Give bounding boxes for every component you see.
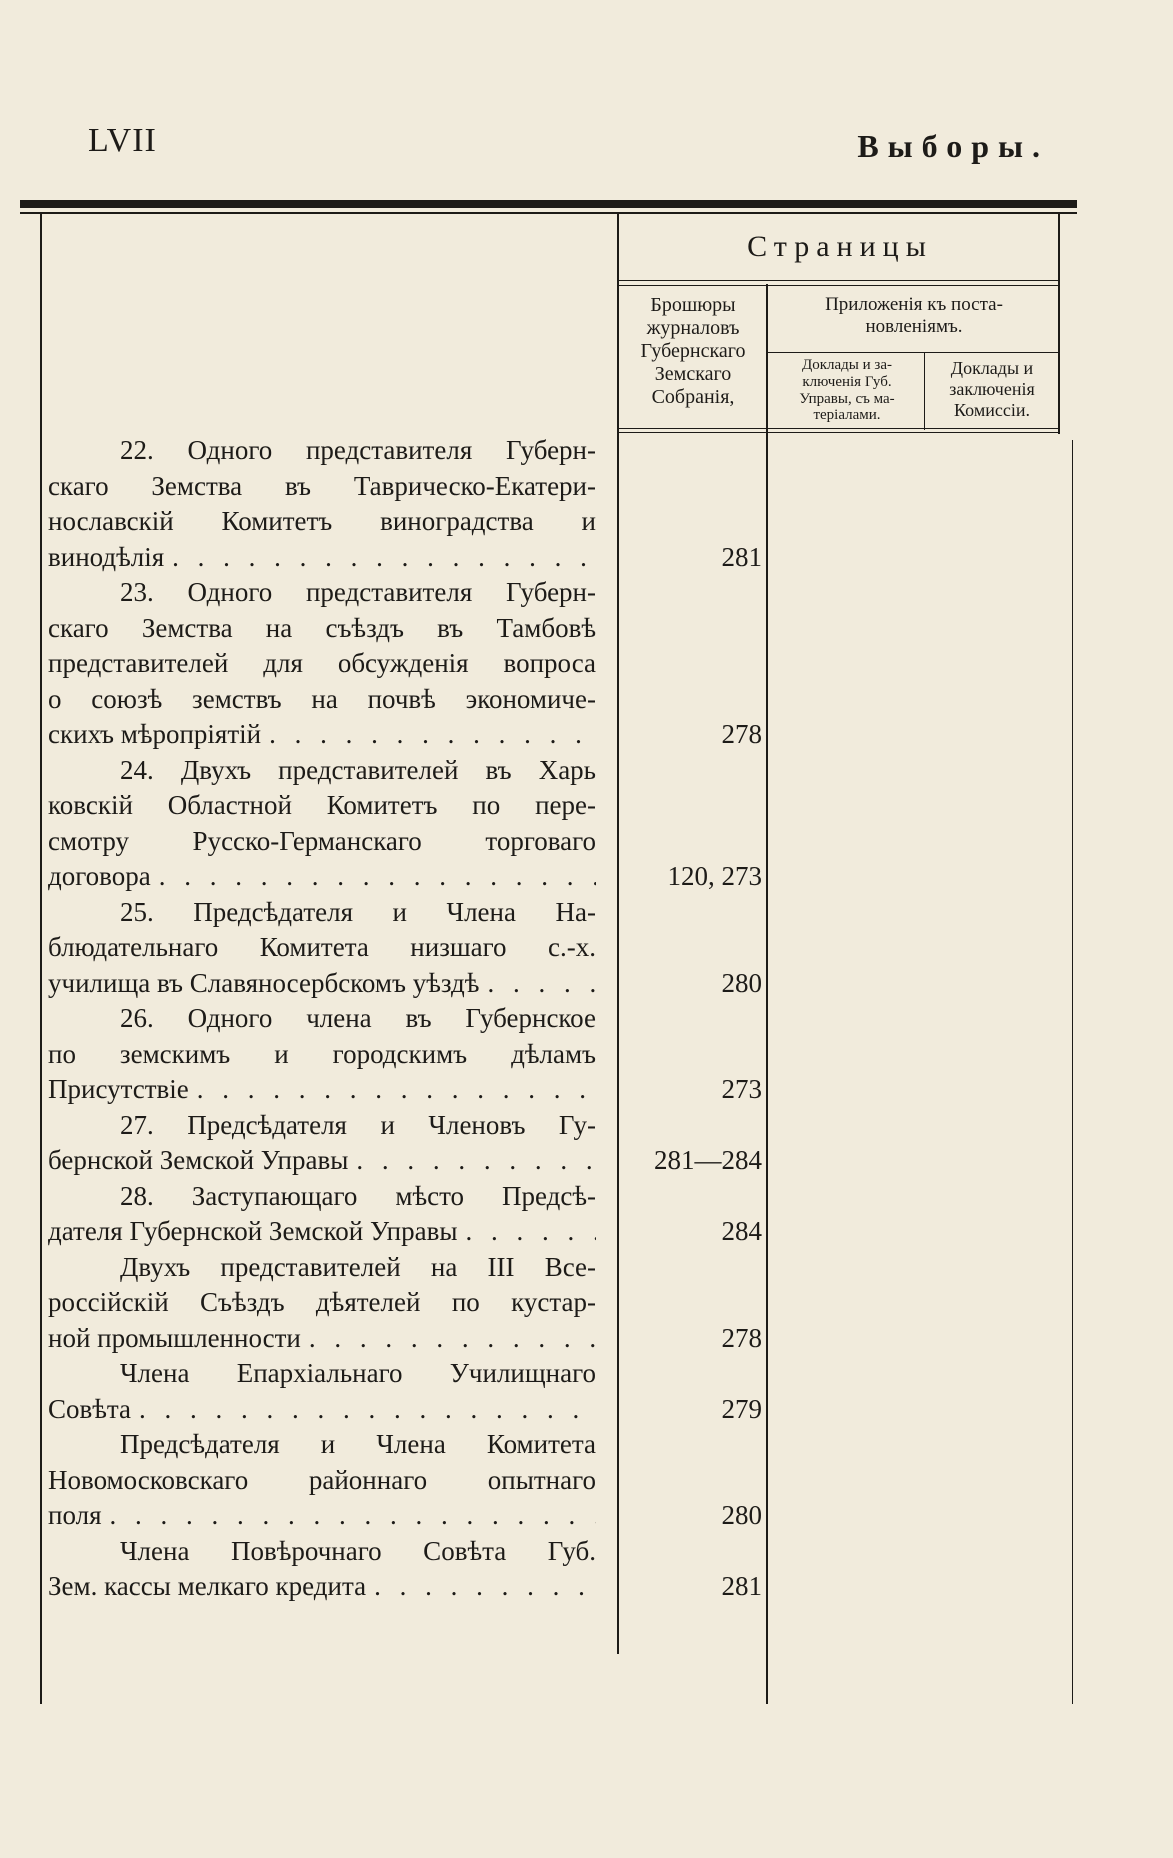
appendix-column-divider [924,352,925,430]
entry-line [48,1321,596,1357]
entry-line: 27. Предсѣдателя и Членовъ Гу- [120,1109,596,1140]
entry-line [48,859,596,895]
header-rule-thick [20,200,1077,208]
appendices-header: Приложенія къ поста- новленіямъ. [825,294,1003,337]
entry-line-text: поля [48,1500,102,1530]
entry-line: Предсѣдателя и Члена Комитета [120,1429,596,1459]
entry-line-text: бернской Земской Управы [48,1145,349,1175]
dot-leader [366,1569,596,1605]
page-reference: 284 [721,1216,762,1246]
dot-leader [151,859,596,895]
entry-line-text: Зем. кассы мелкаго кредита [48,1571,367,1601]
dot-leader [479,966,596,1002]
dot-leader [348,1143,596,1179]
entry-line: 28. Заступающаго мѣсто Предсѣ- [120,1180,596,1211]
dot-leader [164,540,596,576]
header-divider-bottom-2 [619,432,1059,433]
right-border-lower [1072,440,1073,1704]
entry-line: Члена Епархіальнаго Училищнаго [120,1358,596,1388]
entry-line [48,1072,596,1108]
dot-leader [189,1072,596,1108]
page-folio: LVII [88,122,157,159]
entry-line: 26. Одного члена въ Губернское [120,1003,596,1033]
entry-line: блюдательнаго Комитета низшаго с.-х. [48,932,596,962]
pages-column-divider [766,284,768,1704]
entry-line [48,966,596,1002]
entry-line: по земскимъ и городскимъ дѣламъ [48,1038,596,1069]
page-reference: 273 [721,1074,762,1104]
header-divider-top-2 [619,285,1059,286]
entry-line-text: Присутствіе [48,1074,189,1104]
page-reference: 280 [721,1500,762,1530]
header-divider-top [619,280,1059,281]
entry-line-text: Совѣта [48,1393,132,1424]
entry-line-text: училища въ Славяносербскомъ уѣздѣ [48,967,480,998]
entry-line: Новомосковскаго районнаго опытнаго [48,1464,596,1495]
board-reports-header: Доклады и за- ключенія Губ. Управы, съ ма- теріалами. [799,357,895,424]
page-reference: 281 [721,1571,762,1601]
election-entries [48,433,596,1605]
entry-line-text: договора [48,861,151,891]
entry-line: 23. Одного представителя Губерн- [120,577,596,607]
entry-line-text: винодѣлія [48,541,165,572]
page-reference: 278 [721,1322,762,1353]
dot-leader [301,1321,596,1357]
entry-line [48,540,596,576]
dot-leader [458,1214,596,1250]
entry-line [48,717,596,753]
commission-reports-header: Доклады и заключенія Комиссіи. [949,358,1035,421]
header-rule-thin [20,212,1077,214]
dot-leader [102,1498,597,1534]
entry-line: скаго Земства на съѣздъ въ Тамбовѣ [48,612,596,643]
entry-line: россійскій Съѣздъ дѣятелей по кустар- [48,1287,596,1317]
entry-line-text: дателя Губернской Земской Управы [48,1216,458,1246]
running-title: Выборы. [857,128,1049,164]
page-reference: 280 [721,967,762,998]
page-reference: 281—284 [654,1145,762,1175]
entry-line: 22. Одного представителя Губерн- [120,435,596,465]
entry-line-text: скихъ мѣропріятій [48,719,262,749]
entry-line [48,1214,596,1250]
header-divider-bottom [619,428,1059,429]
entry-line: Двухъ представителей на III Все- [120,1251,596,1282]
entry-line: смотру Русско-Германскаго торговаго [48,825,596,856]
entry-line: нославскій Комитетъ виноградства и [48,506,596,536]
entry-line: 24. Двухъ представителей въ Харь [120,754,596,785]
entry-line [48,1498,596,1534]
left-border [40,214,42,1704]
entry-line [48,1392,596,1428]
appendix-divider [768,352,1059,353]
entry-line: 25. Предсѣдателя и Члена На- [120,896,596,927]
entry-line: скаго Земства въ Таврическо-Екатери- [48,470,596,501]
entry-line: Члена Повѣрочнаго Совѣта Губ. [120,1535,596,1566]
brochures-header: Брошюры журналовъ Губернскаго Земскаго Собранія, [640,294,746,408]
pages-header: Страницы [747,230,933,263]
page-reference: 281 [721,541,762,572]
page-reference: 120, 273 [667,861,762,891]
page-reference: 279 [721,1393,762,1424]
page-reference: 278 [721,719,762,749]
entry-line: представителей для обсужденія вопроса [48,648,596,678]
entry-line [48,1143,596,1179]
dot-leader [261,717,596,753]
entry-line: о союзѣ земствъ на почвѣ экономиче- [48,683,596,714]
entry-line: ковскій Областной Комитетъ по пере- [48,790,596,820]
entry-line-text: ной промышленности [48,1322,301,1353]
entry-line [48,1569,596,1605]
text-column-divider [617,214,619,1654]
dot-leader [131,1392,596,1428]
